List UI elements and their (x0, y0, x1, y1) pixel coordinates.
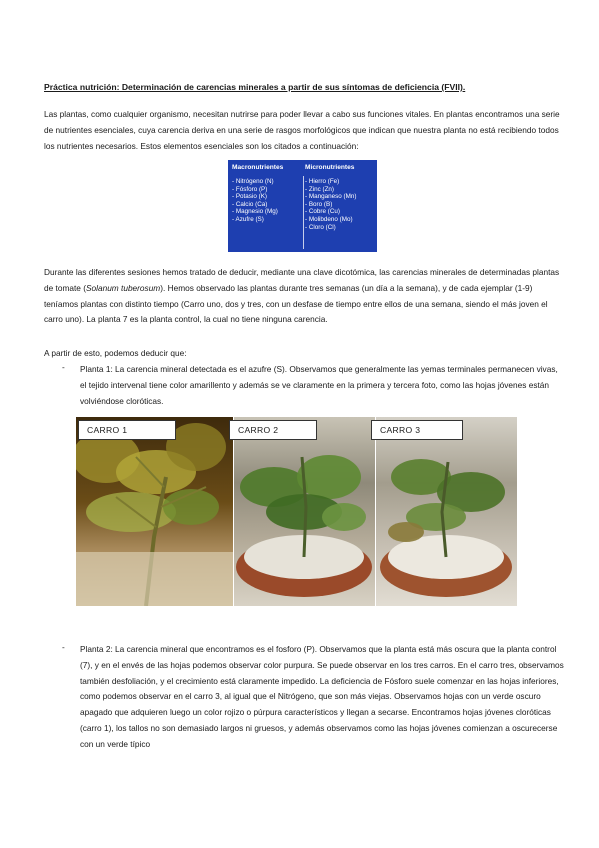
sessions-text-b: ). Hemos observado las plantas durante tres semanas (un día a la semana), y de cada ejemplar (1-9) teníamos plantas con distinto tiempo (Carro uno, dos y tres, con un desfase de tiempo entre ellos de una semana, siendo el más joven el carro uno). La planta 7 es la planta control, la cual no tiene ninguna carencia. (44, 282, 548, 325)
micro-item: - Cloro (Cl) (305, 223, 336, 231)
macro-item: - Calcio (Ca) (232, 200, 268, 208)
photo-label-carro-2: CARRO 2 (229, 420, 317, 440)
macro-item: - Potasio (K) (232, 193, 267, 201)
plant-photo-3-illustration (376, 417, 517, 606)
photo-carro-2 (234, 417, 375, 606)
micro-item: - Hierro (Fe) (305, 178, 340, 185)
micro-item: - Boro (B) (305, 200, 333, 208)
deduction-intro: A partir de esto, podemos deducir que: (44, 348, 187, 358)
sessions-paragraph (44, 265, 562, 328)
macro-header: Macronutrientes (232, 164, 284, 171)
plant-1-description: Planta 1: La carencia mineral detectada es el azufre (S). Observamos que generalmente las yemas terminales permanecen vivas, el tejido intervenal tiene color amarillento y además se ve claramente en la primera y tercera foto, como las hojas jóvenes están volviéndose cloróticas. (80, 364, 558, 406)
sessions-text-a: Durante las diferentes sesiones hemos tratado de deducir, mediante una clave dicotómica, las carencias minerales de determinadas plantas de tomate ( (44, 267, 560, 293)
photo-label-carro-1: CARRO 1 (78, 420, 176, 440)
micro-item: - Zinc (Zn) (305, 185, 335, 193)
micro-item: - Cobre (Cu) (305, 208, 340, 216)
macronutrients-column (232, 164, 302, 224)
bullet-marker: - (62, 642, 65, 652)
plant-photo-2-illustration (234, 417, 375, 606)
nutrients-table (228, 160, 377, 252)
photo-carro-1 (76, 417, 233, 606)
photo-carro-3 (376, 417, 517, 606)
plant-photo-1-illustration (76, 417, 233, 606)
macro-item: - Fósforo (P) (232, 185, 268, 193)
micro-item: - Molibdeno (Mo) (305, 215, 353, 223)
table-divider (303, 176, 304, 249)
bullet-marker: - (62, 362, 65, 372)
photo-label-carro-3: CARRO 3 (371, 420, 463, 440)
micro-header: Micronutrientes (305, 164, 355, 171)
doc-title: Práctica nutrición: Determinación de carencias minerales a partir de sus síntomas de deficiencia (FVII). (44, 82, 466, 92)
micro-item: - Manganeso (Mn) (305, 193, 357, 201)
plant-2-description: Planta 2: La carencia mineral que encontramos es el fosforo (P). Observamos que la planta está más oscura que la planta control (7), y en el envés de las hojas podemos observar color purpura. Se puede observar en los tres carros. En el carro tres, observamos también desfoliación, y el crecimiento está claramente impedido. La deficiencia de Fósforo suele comenzar en las hojas inferiores, como podemos observar en el carro 3, al igual que el Nitrógeno, que son más viejas. Observamos hojas con un verde oscuro apagado que adquieren luego un color rojizo o púrpura característicos y llegan a secarse. Encontramos hojas jóvenes cloróticas (carro 1), los tallos no son demasiado largos ni gruesos, y además observamos como las hojas jóvenes comienzan a oscurecerse con un verde típico (80, 644, 564, 749)
plant-photos (76, 417, 517, 606)
intro-paragraph: Las plantas, como cualquier organismo, necesitan nutrirse para poder llevar a cabo sus funciones vitales. En plantas encontramos una serie de nutrientes esenciales, cuya carencia deriva en una serie de rasgos morfológicos que indican que nuestra planta no está recibiendo todos los nutrientes necesarios. Estos elementos esenciales son los citados a continuación: (44, 109, 560, 151)
micronutrients-column (305, 164, 375, 231)
macro-item: - Nitrógeno (N) (232, 178, 274, 185)
species-name: Solanum tuberosum (85, 282, 161, 293)
macro-item: - Azufre (S) (232, 215, 264, 223)
macro-item: - Magnesio (Mg) (232, 208, 278, 216)
